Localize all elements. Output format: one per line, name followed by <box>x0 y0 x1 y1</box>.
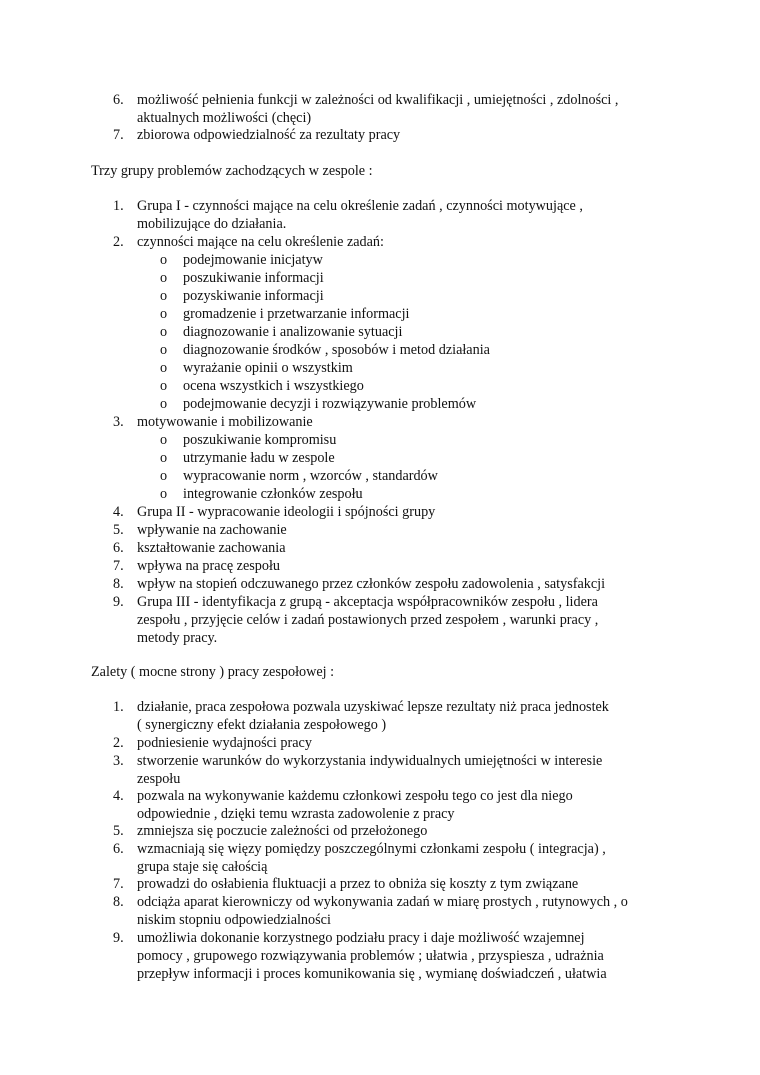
bullet-icon: o <box>160 396 168 412</box>
list-text: odciąża aparat kierowniczy od wykonywania zadań w miarę prostych , rutynowych , o niskim stopniu odpowiedzialności <box>137 894 628 928</box>
bullet-icon: o <box>160 342 168 358</box>
list-text: umożliwia dokonanie korzystnego podziału pracy i daje możliwość wzajemnej pomocy , grupowego rozwiązywania problemów ; ułatwia , przyspiesza , udrażnia przepływ informacji i proces komunikowania się , wymianę doświadczeń , ułatwia <box>137 930 607 982</box>
list-text: czynności mające na celu określenie zadań: <box>137 234 384 250</box>
bullet-icon: o <box>160 468 168 484</box>
bullet-icon: o <box>160 378 168 394</box>
sublist-text: podejmowanie decyzji i rozwiązywanie problemów <box>183 396 477 412</box>
bullet-icon: o <box>160 270 168 286</box>
list-text: działanie, praca zespołowa pozwala uzyskiwać lepsze rezultaty niż praca jednostek ( synergiczny efekt działania zespołowego ) <box>137 699 609 733</box>
list-text: podniesienie wydajności pracy <box>137 735 312 751</box>
list-number: 6. <box>113 92 124 108</box>
list-number: 2. <box>113 735 124 751</box>
sublist-text: poszukiwanie informacji <box>183 270 324 286</box>
list-number: 9. <box>113 594 124 610</box>
sublist-text: gromadzenie i przetwarzanie informacji <box>183 306 410 322</box>
list-text: wpływ na stopień odczuwanego przez członków zespołu zadowolenia , satysfakcji <box>137 576 606 592</box>
list-text: wpływa na pracę zespołu <box>137 558 280 574</box>
list-text: prowadzi do osłabienia fluktuacji a przez to obniża się koszty z tym związane <box>137 876 579 892</box>
list-number: 3. <box>113 414 124 430</box>
list-number: 3. <box>113 753 124 769</box>
bullet-icon: o <box>160 252 168 268</box>
sublist-text: utrzymanie ładu w zespole <box>183 450 335 466</box>
bullet-icon: o <box>160 360 168 376</box>
list-number: 1. <box>113 198 124 214</box>
list-number: 9. <box>113 930 124 946</box>
list-text: zmniejsza się poczucie zależności od przełożonego <box>137 823 428 839</box>
list-text: zbiorowa odpowiedzialność za rezultaty pracy <box>137 127 401 143</box>
list-text: kształtowanie zachowania <box>137 540 286 556</box>
list-number: 4. <box>113 788 124 804</box>
bullet-icon: o <box>160 450 168 466</box>
list-text: Grupa III - identyfikacja z grupą - akceptacja współpracowników zespołu , lidera zespołu , przyjęcie celów i zadań postawionych przed zespołem , warunki pracy , metody pracy. <box>137 594 599 646</box>
section-heading-teamwork-advantages: Zalety ( mocne strony ) pracy zespołowej : <box>91 664 335 680</box>
sublist-text: poszukiwanie kompromisu <box>183 432 337 448</box>
section-heading-problem-groups: Trzy grupy problemów zachodzących w zespole : <box>91 163 373 179</box>
list-text: stworzenie warunków do wykorzystania indywidualnych umiejętności w interesie zespołu <box>137 753 603 787</box>
bullet-icon: o <box>160 432 168 448</box>
list-number: 5. <box>113 823 124 839</box>
list-number: 8. <box>113 576 124 592</box>
sublist-text: integrowanie członków zespołu <box>183 486 363 502</box>
sublist-text: diagnozowanie i analizowanie sytuacji <box>183 324 403 340</box>
list-text: pozwala na wykonywanie każdemu członkowi zespołu tego co jest dla niego odpowiednie , dzięki temu wzrasta zadowolenie z pracy <box>137 788 573 822</box>
list-number: 7. <box>113 558 124 574</box>
sublist-text: wyrażanie opinii o wszystkim <box>183 360 353 376</box>
bullet-icon: o <box>160 288 168 304</box>
list-number: 8. <box>113 894 124 910</box>
bullet-icon: o <box>160 306 168 322</box>
sublist-text: wypracowanie norm , wzorców , standardów <box>183 468 438 484</box>
list-number: 4. <box>113 504 124 520</box>
list-text: wpływanie na zachowanie <box>137 522 287 538</box>
bullet-icon: o <box>160 486 168 502</box>
list-number: 2. <box>113 234 124 250</box>
list-text: motywowanie i mobilizowanie <box>137 414 313 430</box>
list-text: Grupa II - wypracowanie ideologii i spójności grupy <box>137 504 436 520</box>
list-number: 6. <box>113 841 124 857</box>
list-text: Grupa I - czynności mające na celu określenie zadań , czynności motywujące , mobilizujące do działania. <box>137 198 583 232</box>
list-number: 7. <box>113 876 124 892</box>
list-text: wzmacniają się więzy pomiędzy poszczególnymi członkami zespołu ( integracja) , grupa staje się całością <box>137 841 606 875</box>
sublist-text: pozyskiwanie informacji <box>183 288 324 304</box>
list-number: 1. <box>113 699 124 715</box>
sublist-text: diagnozowanie środków , sposobów i metod działania <box>183 342 490 358</box>
list-number: 7. <box>113 127 124 143</box>
bullet-icon: o <box>160 324 168 340</box>
list-text: możliwość pełnienia funkcji w zależności od kwalifikacji , umiejętności , zdolności , aktualnych możliwości (chęci) <box>137 92 619 126</box>
sublist-text: ocena wszystkich i wszystkiego <box>183 378 364 394</box>
list-number: 6. <box>113 540 124 556</box>
sublist-text: podejmowanie inicjatyw <box>183 252 323 268</box>
list-number: 5. <box>113 522 124 538</box>
